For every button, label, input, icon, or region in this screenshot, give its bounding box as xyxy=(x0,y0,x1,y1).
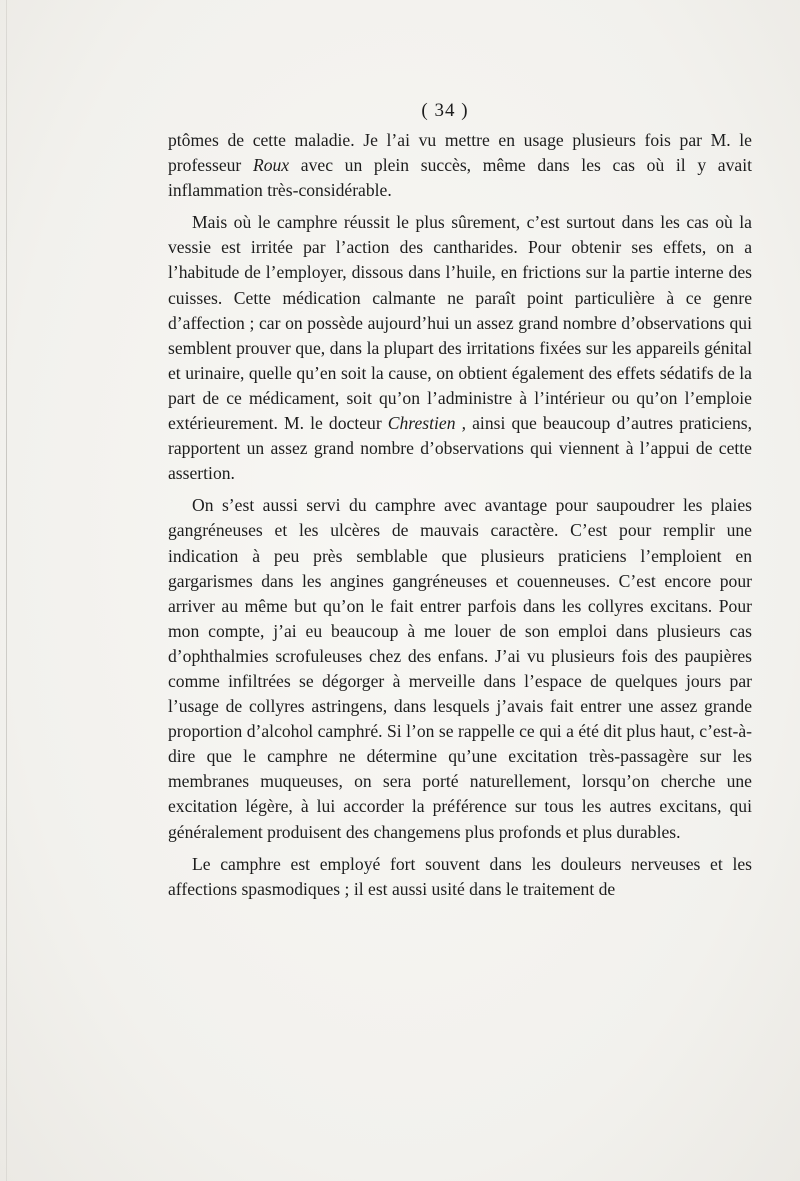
paragraph-2 xyxy=(168,210,752,486)
paragraph-1-text-b: avec un plein succès, même dans les cas où il y avait inflammation très-considérable. xyxy=(168,155,752,201)
paragraph-4: Le camphre est employé fort souvent dans les douleurs nerveuses et les affections spasmodiques ; il est aussi usité dans le traitement de xyxy=(168,853,752,899)
paragraph-1 xyxy=(168,128,752,203)
name-chrestien: Chrestien , xyxy=(387,413,467,434)
paragraph-3: On s’est aussi servi du camphre avec avantage pour saupoudrer les plaies gangréneuses et les ulcères de mauvais caractère. C’est pour remplir une indication à peu près semblable que plusieurs praticiens l’emploient en gargarismes dans les angines gangréneuses et couenneuses. C’est encore pour arriver au même but qu’on le fait entrer parfois dans les collyres excitans. Pour mon compte, j’ai eu beaucoup à me louer de son emploi dans plusieurs cas d’ophthalmies scrofuleuses chez des enfans. J’ai vu plusieurs fois des paupières comme infiltrées se dégorger à merveille dans l’espace de quelques jours par l’usage de collyres astringens, dans lesquels j’avais fait entrer une assez grande proportion d’alcohol camphré. Si l’on se rappelle ce qui a été dit plus haut, c’est-à-dire que le camphre ne détermine qu’une excitation très-passagère sur les membranes muqueuses, on sera porté naturellement, lorsqu’on cherche une excitation légère, à lui accorder la préférence sur tous les autres excitans, qui généralement produisent des changemens plus profonds et plus durables. xyxy=(168,495,752,842)
name-roux: Roux xyxy=(252,155,290,176)
paragraph-1-text-a: ptômes de cette maladie. Je l’ai vu mettre en usage plusieurs fois par M. le professeur xyxy=(168,130,752,176)
page-number: ( 34 ) xyxy=(421,100,469,121)
page-edge xyxy=(6,0,7,1181)
paragraph-2-text-a: Mais où le camphre réussit le plus sûrement, c’est surtout dans les cas où la vessie est irritée par l’action des cantharides. Pour obtenir ses effets, on a l’habitude de l’employer, dissous dans l’huile, en frictions sur la partie interne des cuisses. Cette médication calmante ne paraît point particulière à ce genre d’affection ; car on possède aujourd’hui un assez grand nombre d’observations qui semblent prouver que, dans la plupart des irritations fixées sur les appareils génital et urinaire, quelle qu’en soit la cause, on obtient également des effets sédatifs de la part de ce médicament, soit qu’on l’administre à l’intérieur ou qu’on l’emploie extérieurement. M. le docteur xyxy=(168,212,752,434)
body-text xyxy=(168,128,752,909)
paragraph-2-text-b: ainsi que beaucoup d’autres praticiens, rapportent un assez grand nombre d’observations qui viennent à l’appui de cette assertion. xyxy=(168,413,752,484)
